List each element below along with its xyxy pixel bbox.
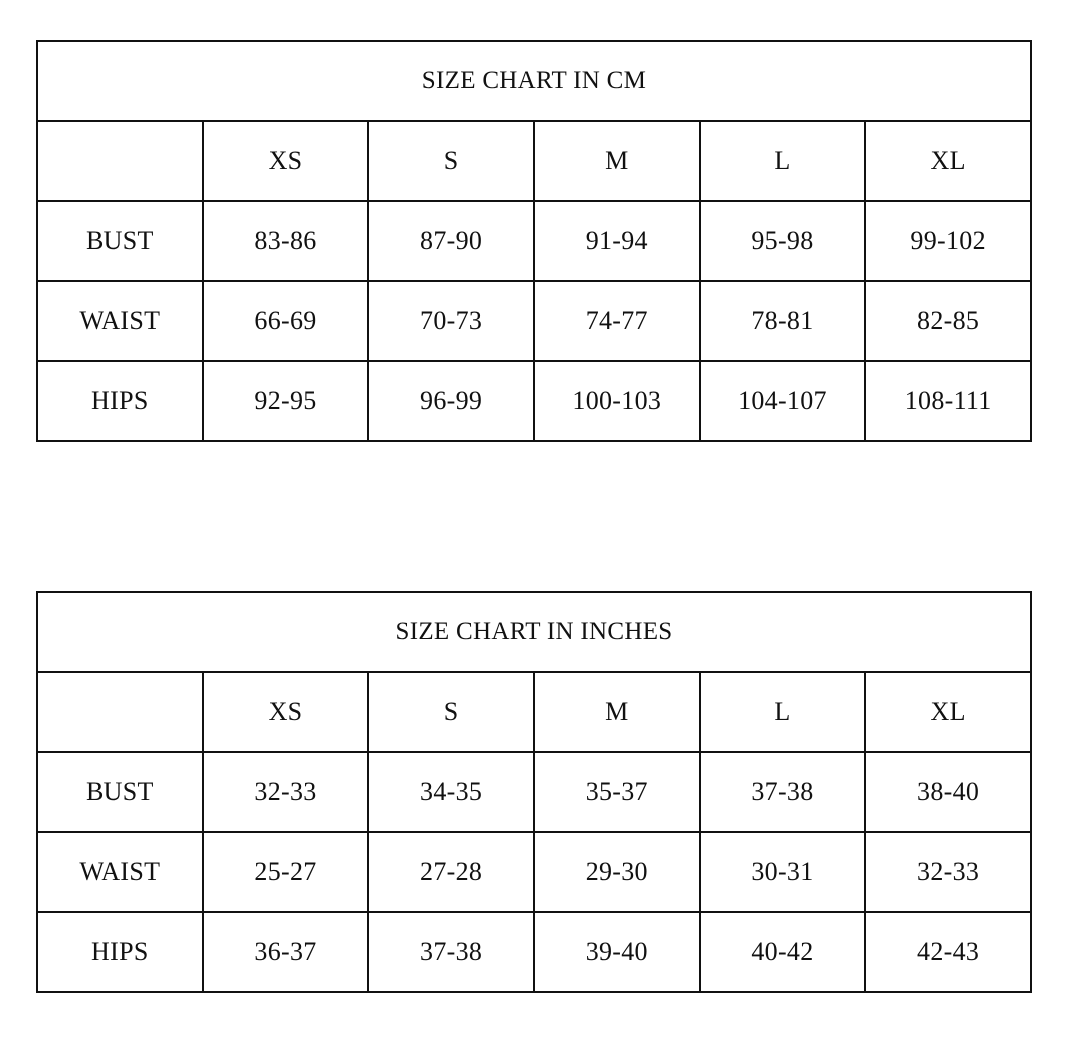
measurement-cell: 38-40 [865, 752, 1031, 832]
row-label: HIPS [37, 361, 203, 441]
measurement-cell: 83-86 [203, 201, 369, 281]
measurement-cell: 96-99 [368, 361, 534, 441]
measurement-cell: 27-28 [368, 832, 534, 912]
size-header: S [368, 121, 534, 201]
measurement-cell: 78-81 [700, 281, 866, 361]
measurement-cell: 100-103 [534, 361, 700, 441]
measurement-cell: 91-94 [534, 201, 700, 281]
measurement-cell: 39-40 [534, 912, 700, 992]
row-label: BUST [37, 201, 203, 281]
row-label: WAIST [37, 281, 203, 361]
table-title-row [37, 41, 1031, 121]
measurement-cell: 70-73 [368, 281, 534, 361]
table-row [37, 201, 1031, 281]
corner-cell [37, 121, 203, 201]
measurement-cell: 35-37 [534, 752, 700, 832]
measurement-cell: 37-38 [700, 752, 866, 832]
table-row [37, 281, 1031, 361]
table-row [37, 752, 1031, 832]
size-header: M [534, 672, 700, 752]
size-header: XL [865, 672, 1031, 752]
table-title-row [37, 592, 1031, 672]
table-row [37, 832, 1031, 912]
measurement-cell: 104-107 [700, 361, 866, 441]
size-header: L [700, 121, 866, 201]
row-label: BUST [37, 752, 203, 832]
measurement-cell: 37-38 [368, 912, 534, 992]
measurement-cell: 74-77 [534, 281, 700, 361]
measurement-cell: 30-31 [700, 832, 866, 912]
corner-cell [37, 672, 203, 752]
size-header: XS [203, 121, 369, 201]
size-header-row [37, 121, 1031, 201]
table-row [37, 912, 1031, 992]
size-chart-inches-table [36, 591, 1032, 993]
measurement-cell: 95-98 [700, 201, 866, 281]
table-title: SIZE CHART IN CM [37, 41, 1031, 121]
measurement-cell: 34-35 [368, 752, 534, 832]
measurement-cell: 108-111 [865, 361, 1031, 441]
measurement-cell: 99-102 [865, 201, 1031, 281]
size-header: XS [203, 672, 369, 752]
row-label: WAIST [37, 832, 203, 912]
measurement-cell: 32-33 [203, 752, 369, 832]
size-header: S [368, 672, 534, 752]
measurement-cell: 92-95 [203, 361, 369, 441]
measurement-cell: 29-30 [534, 832, 700, 912]
size-header: L [700, 672, 866, 752]
table-title: SIZE CHART IN INCHES [37, 592, 1031, 672]
measurement-cell: 36-37 [203, 912, 369, 992]
measurement-cell: 42-43 [865, 912, 1031, 992]
measurement-cell: 40-42 [700, 912, 866, 992]
size-header: M [534, 121, 700, 201]
measurement-cell: 82-85 [865, 281, 1031, 361]
size-header-row [37, 672, 1031, 752]
row-label: HIPS [37, 912, 203, 992]
measurement-cell: 25-27 [203, 832, 369, 912]
size-header: XL [865, 121, 1031, 201]
measurement-cell: 66-69 [203, 281, 369, 361]
size-chart-cm-table [36, 40, 1032, 442]
measurement-cell: 87-90 [368, 201, 534, 281]
table-row [37, 361, 1031, 441]
measurement-cell: 32-33 [865, 832, 1031, 912]
